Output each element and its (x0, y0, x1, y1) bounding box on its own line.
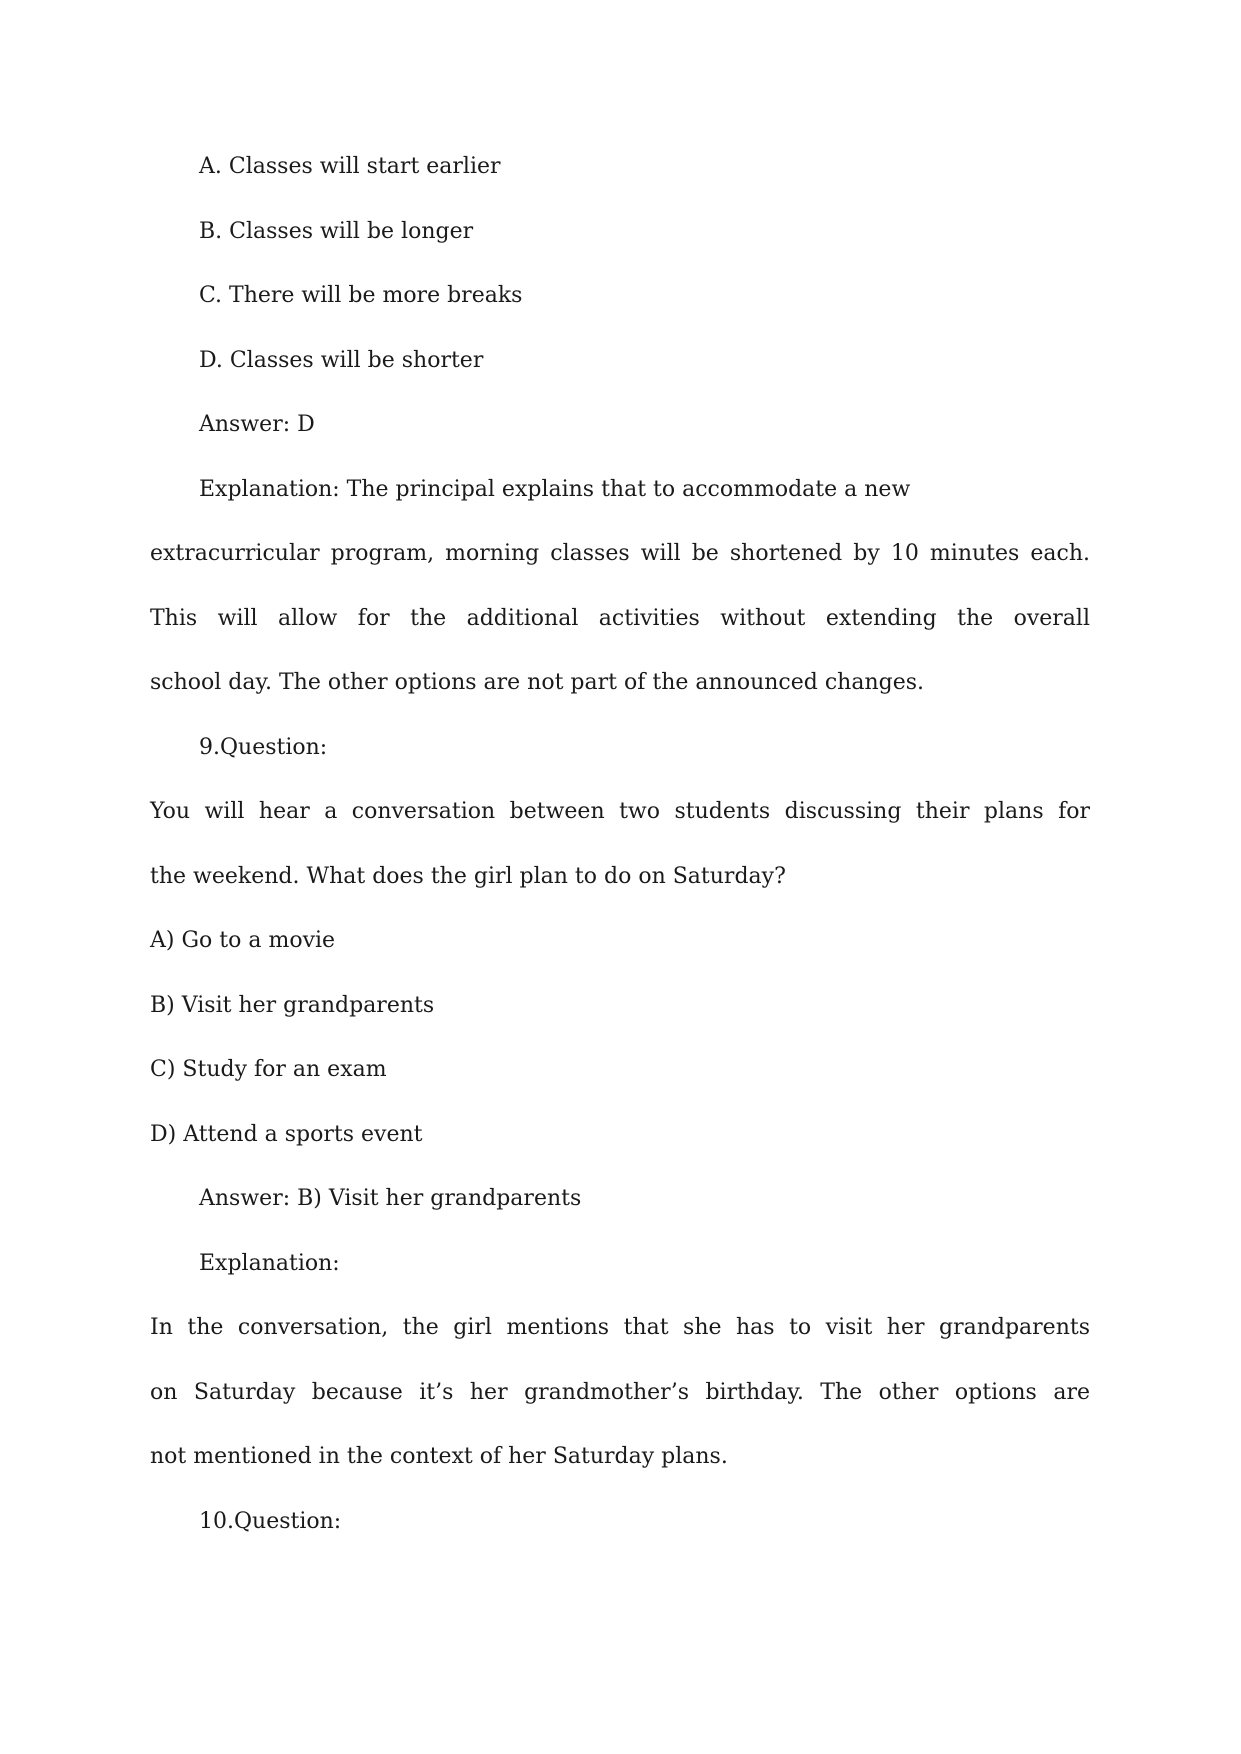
q8-option-b: B. Classes will be longer (199, 219, 474, 244)
q9-answer: Answer: B) Visit her grandparents (199, 1186, 582, 1211)
q8-option-d: D. Classes will be shorter (199, 348, 484, 373)
q8-explanation-line: extracurricular program, morning classes will be shortened by 10 minutes each. (150, 541, 1090, 566)
q8-explanation-line: school day. The other options are not part of the announced changes. (150, 670, 924, 695)
q9-explanation-line: not mentioned in the context of her Saturday plans. (150, 1444, 728, 1469)
q9-explanation-line: on Saturday because it’s her grandmother’s birthday. The other options are (150, 1380, 1090, 1405)
q9-explanation-label: Explanation: (199, 1251, 340, 1276)
q9-option-c: C) Study for an exam (150, 1057, 387, 1082)
q8-option-a: A. Classes will start earlier (199, 154, 501, 179)
q8-option-c: C. There will be more breaks (199, 283, 523, 308)
q8-explanation-line: Explanation: The principal explains that to accommodate a new (199, 477, 911, 502)
q8-answer: Answer: D (199, 412, 315, 437)
q9-option-d: D) Attend a sports event (150, 1122, 423, 1147)
q10-heading: 10.Question: (199, 1509, 342, 1534)
q9-explanation-line: In the conversation, the girl mentions that she has to visit her grandparents (150, 1315, 1090, 1340)
q9-heading: 9.Question: (199, 735, 328, 760)
q9-prompt-line: the weekend. What does the girl plan to do on Saturday? (150, 864, 786, 889)
q9-prompt-line: You will hear a conversation between two students discussing their plans for (150, 799, 1090, 824)
q8-explanation-line: This will allow for the additional activities without extending the overall (150, 606, 1090, 631)
q9-option-b: B) Visit her grandparents (150, 993, 435, 1018)
q9-option-a: A) Go to a movie (150, 928, 336, 953)
